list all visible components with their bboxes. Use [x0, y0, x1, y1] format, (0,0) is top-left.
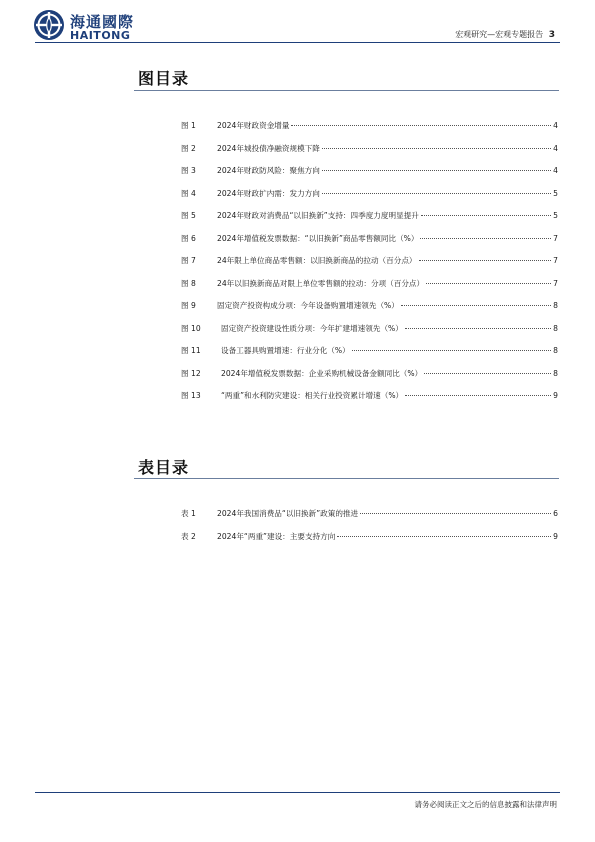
figure-entry[interactable] — [181, 255, 558, 278]
logo-english-name: HAITONG — [70, 29, 131, 42]
entry-page: 7 — [553, 278, 558, 288]
entry-title: 固定资产投资构成分项：今年设备购置增速领先（%） — [217, 301, 399, 310]
header-divider — [35, 42, 560, 43]
entry-title: 2024年增值税发票数据：企业采购机械设备金额同比（%） — [221, 368, 423, 378]
entry-page: 8 — [553, 346, 558, 355]
dot-leader — [405, 395, 551, 396]
figure-entry[interactable] — [181, 345, 558, 368]
figure-entry[interactable] — [181, 278, 558, 301]
tables-section-divider — [134, 478, 559, 479]
figures-section-divider — [134, 90, 559, 91]
entry-label: 图 12 — [181, 368, 201, 378]
dot-leader — [419, 260, 552, 261]
entry-label: 图 2 — [181, 143, 196, 153]
report-type: 宏观研究—宏观专题报告 — [455, 30, 544, 39]
tables-section-title: 表目录 — [138, 458, 190, 477]
entry-label: 图 8 — [181, 278, 196, 288]
figure-entry[interactable] — [181, 165, 558, 188]
dot-leader — [426, 283, 551, 284]
entry-title: 2024年财政防风险：聚焦方向 — [217, 166, 320, 175]
entry-page: 4 — [553, 121, 558, 130]
page-number: 3 — [548, 30, 555, 40]
entry-page: 7 — [553, 256, 558, 265]
figures-section-title: 图目录 — [138, 69, 190, 88]
entry-label: 图 13 — [181, 391, 201, 400]
figure-entry[interactable] — [181, 210, 558, 233]
dot-leader — [421, 215, 551, 216]
logo-chinese-name: 海通國際 — [70, 13, 135, 31]
entry-title: 2024年财政扩内需：发力方向 — [217, 188, 320, 198]
report-header — [455, 29, 555, 40]
entry-label: 图 7 — [181, 256, 196, 265]
footer-divider — [35, 792, 560, 793]
figure-entry[interactable] — [181, 390, 558, 413]
entry-title: 24年限上单位商品零售额：以旧换新商品的拉动（百分点） — [217, 256, 417, 265]
dot-leader — [352, 350, 551, 351]
entry-label: 图 1 — [181, 121, 196, 130]
figure-entry[interactable] — [181, 300, 558, 323]
entry-title: 设备工器具购置增速：行业分化（%） — [221, 346, 350, 355]
entry-title: 固定资产投资建设性质分项：今年扩建增速领先（%） — [221, 323, 403, 333]
entry-label: 表 1 — [181, 509, 196, 518]
entry-page: 9 — [553, 531, 558, 541]
entry-page: 5 — [553, 188, 558, 198]
entry-title: 2024年增值税发票数据：“以旧换新”商品零售额同比（%） — [217, 233, 419, 243]
entry-label: 图 11 — [181, 346, 201, 355]
haitong-emblem-icon — [33, 9, 65, 41]
entry-title: 2024年我国消费品“以旧换新”政策的推进 — [217, 509, 359, 518]
entry-page: 4 — [553, 143, 558, 153]
entry-page: 4 — [553, 166, 558, 175]
dot-leader — [360, 513, 551, 514]
dot-leader — [322, 193, 551, 194]
entry-label: 图 6 — [181, 233, 196, 243]
entry-page: 8 — [553, 323, 558, 333]
dot-leader — [420, 238, 551, 239]
haitong-logo — [33, 9, 143, 41]
entry-label: 图 3 — [181, 166, 196, 175]
entry-page: 6 — [553, 509, 558, 518]
entry-title: 2024年财政资金增量 — [217, 121, 290, 130]
entry-page: 9 — [553, 391, 558, 400]
dot-leader — [424, 373, 551, 374]
table-entry[interactable] — [181, 508, 558, 531]
dot-leader — [401, 305, 551, 306]
entry-page: 5 — [553, 211, 558, 220]
dot-leader — [291, 125, 551, 126]
entry-title: 2024年“两重”建设：主要支持方向 — [217, 531, 336, 541]
entry-title: 24年以旧换新商品对限上单位零售额的拉动：分项（百分点） — [217, 278, 425, 288]
entry-page: 8 — [553, 368, 558, 378]
figure-entry[interactable] — [181, 143, 558, 166]
figure-entry[interactable] — [181, 233, 558, 256]
entry-page: 7 — [553, 233, 558, 243]
entry-label: 图 4 — [181, 188, 196, 198]
entry-label: 图 10 — [181, 323, 201, 333]
tables-list — [181, 508, 558, 553]
figure-entry[interactable] — [181, 120, 558, 143]
dot-leader — [322, 170, 551, 171]
entry-label: 图 5 — [181, 211, 196, 220]
entry-title: 2024年财政对消费品“以旧换新”支持：四季度力度明显提升 — [217, 211, 419, 220]
dot-leader — [322, 148, 551, 149]
dot-leader — [337, 536, 551, 537]
legal-disclaimer: 请务必阅读正文之后的信息披露和法律声明 — [414, 800, 557, 809]
figure-entry[interactable] — [181, 368, 558, 391]
entry-label: 图 9 — [181, 301, 196, 310]
dot-leader — [405, 328, 551, 329]
figure-entry[interactable] — [181, 188, 558, 211]
figure-entry[interactable] — [181, 323, 558, 346]
entry-title: 2024年城投债净融资规模下降 — [217, 143, 320, 153]
entry-page: 8 — [553, 301, 558, 310]
figures-list — [181, 120, 558, 413]
table-entry[interactable] — [181, 531, 558, 554]
entry-title: “两重”和水利防灾建设：相关行业投资累计增速（%） — [221, 391, 404, 400]
entry-label: 表 2 — [181, 531, 196, 541]
